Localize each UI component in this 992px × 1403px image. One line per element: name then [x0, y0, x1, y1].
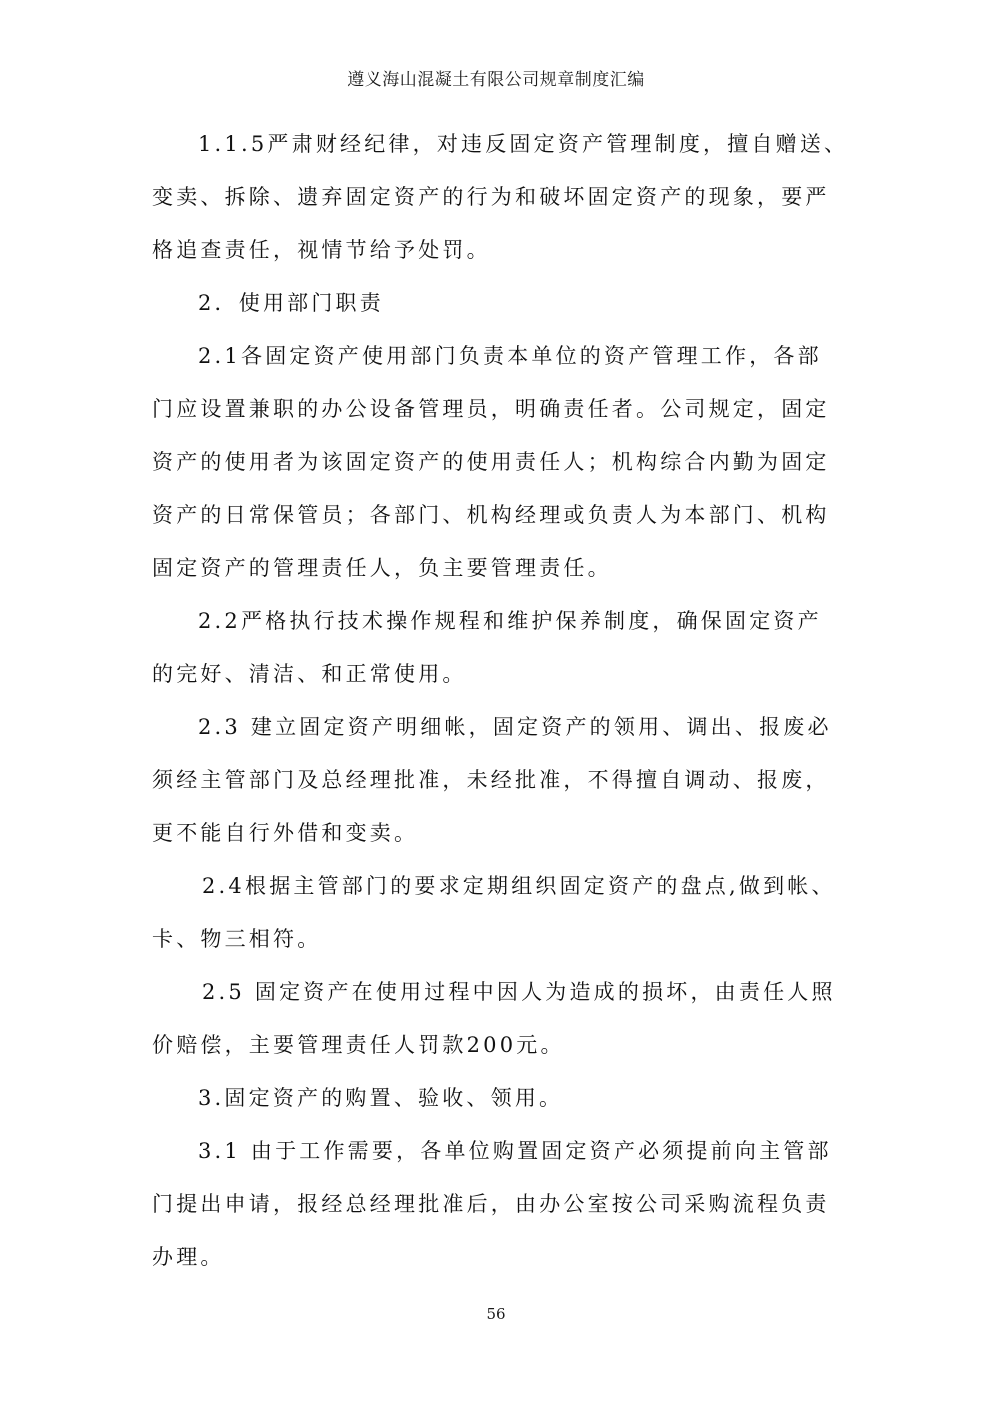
page-number: 56: [486, 1305, 506, 1323]
paragraph-line: 办理。: [152, 1245, 225, 1269]
paragraph-line: 的完好、清洁、和正常使用。: [152, 662, 467, 686]
paragraph-line: 门应设置兼职的办公设备管理员，明确责任者。公司规定，固定: [152, 397, 830, 421]
paragraph-line: 固定资产的管理责任人，负主要管理责任。: [152, 556, 612, 580]
paragraph-line: 2.1各固定资产使用部门负责本单位的资产管理工作，各部: [198, 344, 822, 368]
paragraph-line: 2.3 建立固定资产明细帐，固定资产的领用、调出、报废必: [198, 715, 832, 739]
document-header: 遵义海山混凝土有限公司规章制度汇编: [347, 70, 645, 90]
paragraph-line: 须经主管部门及总经理批准，未经批准，不得擅自调动、报废，: [152, 768, 830, 792]
paragraph-line: 3.1 由于工作需要，各单位购置固定资产必须提前向主管部: [198, 1139, 832, 1163]
paragraph-line: 卡、物三相符。: [152, 927, 322, 951]
paragraph-line: 1.1.5严肃财经纪律，对违反固定资产管理制度，擅自赠送、: [198, 132, 849, 156]
section-heading: 3.固定资产的购置、验收、领用。: [198, 1086, 564, 1110]
paragraph-line: 格追查责任，视情节给予处罚。: [152, 238, 491, 262]
paragraph-line: 门提出申请，报经总经理批准后，由办公室按公司采购流程负责: [152, 1192, 830, 1216]
document-body: [152, 118, 849, 1284]
paragraph-line: 资产的使用者为该固定资产的使用责任人；机构综合内勤为固定: [152, 450, 830, 474]
paragraph-line: 资产的日常保管员；各部门、机构经理或负责人为本部门、机构: [152, 503, 830, 527]
paragraph-line: 变卖、拆除、遗弃固定资产的行为和破坏固定资产的现象，要严: [152, 185, 830, 209]
paragraph-line: 价赔偿，主要管理责任人罚款200元。: [152, 1033, 565, 1057]
section-heading: 2．使用部门职责: [198, 291, 384, 315]
paragraph-line: 更不能自行外借和变卖。: [152, 821, 419, 845]
paragraph-line: 2.4根据主管部门的要求定期组织固定资产的盘点,做到帐、: [202, 874, 836, 898]
paragraph-line: 2.5 固定资产在使用过程中因人为造成的损坏，由责任人照: [202, 980, 836, 1004]
paragraph-line: 2.2严格执行技术操作规程和维护保养制度，确保固定资产: [198, 609, 822, 633]
